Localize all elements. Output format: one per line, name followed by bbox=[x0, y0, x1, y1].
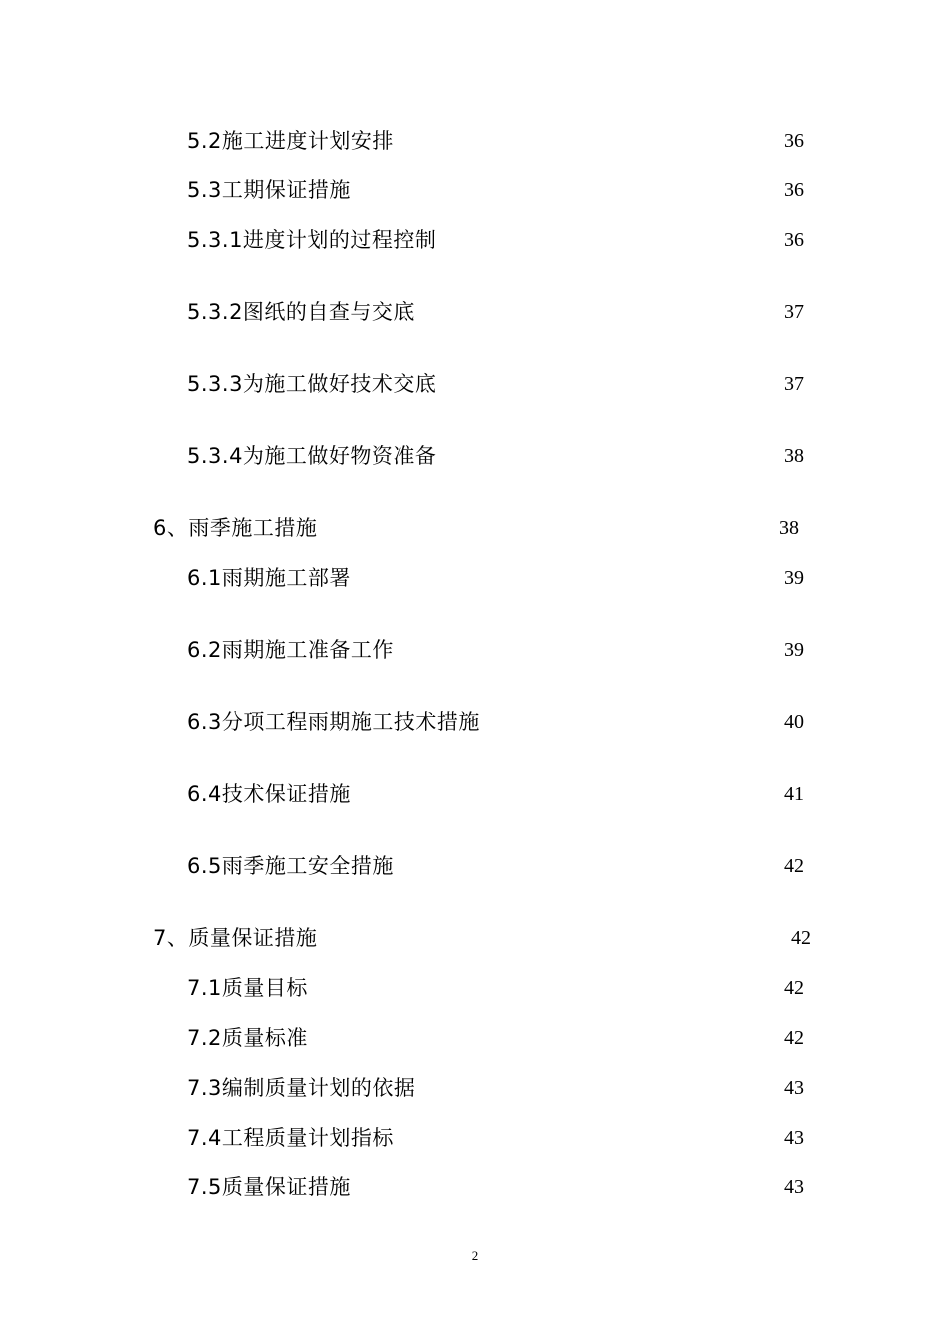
toc-entry-title: 5.2施工进度计划安排 bbox=[187, 129, 394, 153]
toc-entry[interactable] bbox=[0, 175, 950, 205]
toc-entry-page: 41 bbox=[784, 783, 804, 805]
toc-entry-page: 42 bbox=[784, 977, 804, 999]
toc-entry[interactable] bbox=[0, 225, 950, 255]
toc-entry-title: 7.1质量目标 bbox=[187, 976, 308, 1000]
toc-entry-page: 36 bbox=[784, 229, 804, 251]
toc-entry[interactable] bbox=[0, 1123, 950, 1153]
toc-entry-title: 5.3.2图纸的自查与交底 bbox=[187, 300, 415, 324]
toc-entry-title: 5.3.3为施工做好技术交底 bbox=[187, 372, 437, 396]
toc-entry-page: 36 bbox=[784, 179, 804, 201]
toc-entry[interactable] bbox=[0, 707, 950, 737]
toc-entry-title: 6.4技术保证措施 bbox=[187, 782, 351, 806]
page-number: 2 bbox=[471, 1248, 479, 1263]
toc-entry-title: 7.2质量标准 bbox=[187, 1026, 308, 1050]
toc-entry[interactable] bbox=[0, 1023, 950, 1053]
toc-entry[interactable] bbox=[0, 563, 950, 593]
toc-entry[interactable] bbox=[0, 851, 950, 881]
toc-entry-page: 42 bbox=[784, 1027, 804, 1049]
toc-entry[interactable] bbox=[0, 1073, 950, 1103]
toc-entry-page: 43 bbox=[784, 1127, 804, 1149]
toc-entry[interactable] bbox=[0, 779, 950, 809]
toc-entry-title: 5.3.1进度计划的过程控制 bbox=[187, 228, 437, 252]
toc-entry[interactable] bbox=[0, 1172, 950, 1202]
toc-entry-page: 39 bbox=[784, 567, 804, 589]
toc-entry-page: 43 bbox=[784, 1176, 804, 1198]
toc-entry[interactable] bbox=[0, 297, 950, 327]
toc-entry-title: 7.3编制质量计划的依据 bbox=[187, 1076, 416, 1100]
toc-entry-page: 37 bbox=[784, 373, 804, 395]
toc-section-page: 38 bbox=[779, 517, 799, 539]
toc-entry-title: 5.3.4为施工做好物资准备 bbox=[187, 444, 437, 468]
toc-entry-title: 6.1雨期施工部署 bbox=[187, 566, 351, 590]
toc-entry[interactable] bbox=[0, 635, 950, 665]
toc-entry-page: 43 bbox=[784, 1077, 804, 1099]
toc-entry[interactable] bbox=[0, 126, 950, 156]
toc-entry[interactable] bbox=[0, 441, 950, 471]
toc-entry-page: 40 bbox=[784, 711, 804, 733]
toc-entry-title: 7.5质量保证措施 bbox=[187, 1175, 351, 1199]
toc-entry-page: 39 bbox=[784, 639, 804, 661]
toc-entry[interactable] bbox=[0, 369, 950, 399]
toc-entry-title: 6.2雨期施工准备工作 bbox=[187, 638, 394, 662]
toc-section-entry[interactable] bbox=[0, 513, 950, 543]
toc-entry-title: 6.3分项工程雨期施工技术措施 bbox=[187, 710, 480, 734]
toc-entry-page: 42 bbox=[784, 855, 804, 877]
toc-entry-page: 36 bbox=[784, 130, 804, 152]
toc-entry-title: 5.3工期保证措施 bbox=[187, 178, 351, 202]
toc-entry[interactable] bbox=[0, 973, 950, 1003]
toc-section-title: 6、雨季施工措施 bbox=[153, 516, 318, 540]
toc-entry-title: 7.4工程质量计划指标 bbox=[187, 1126, 394, 1150]
toc-entry-page: 37 bbox=[784, 301, 804, 323]
toc-section-entry[interactable] bbox=[0, 923, 950, 953]
toc-entry-title: 6.5雨季施工安全措施 bbox=[187, 854, 394, 878]
toc-section-title: 7、质量保证措施 bbox=[153, 926, 318, 950]
toc-entry-page: 38 bbox=[784, 445, 804, 467]
toc-section-page: 42 bbox=[791, 927, 811, 949]
